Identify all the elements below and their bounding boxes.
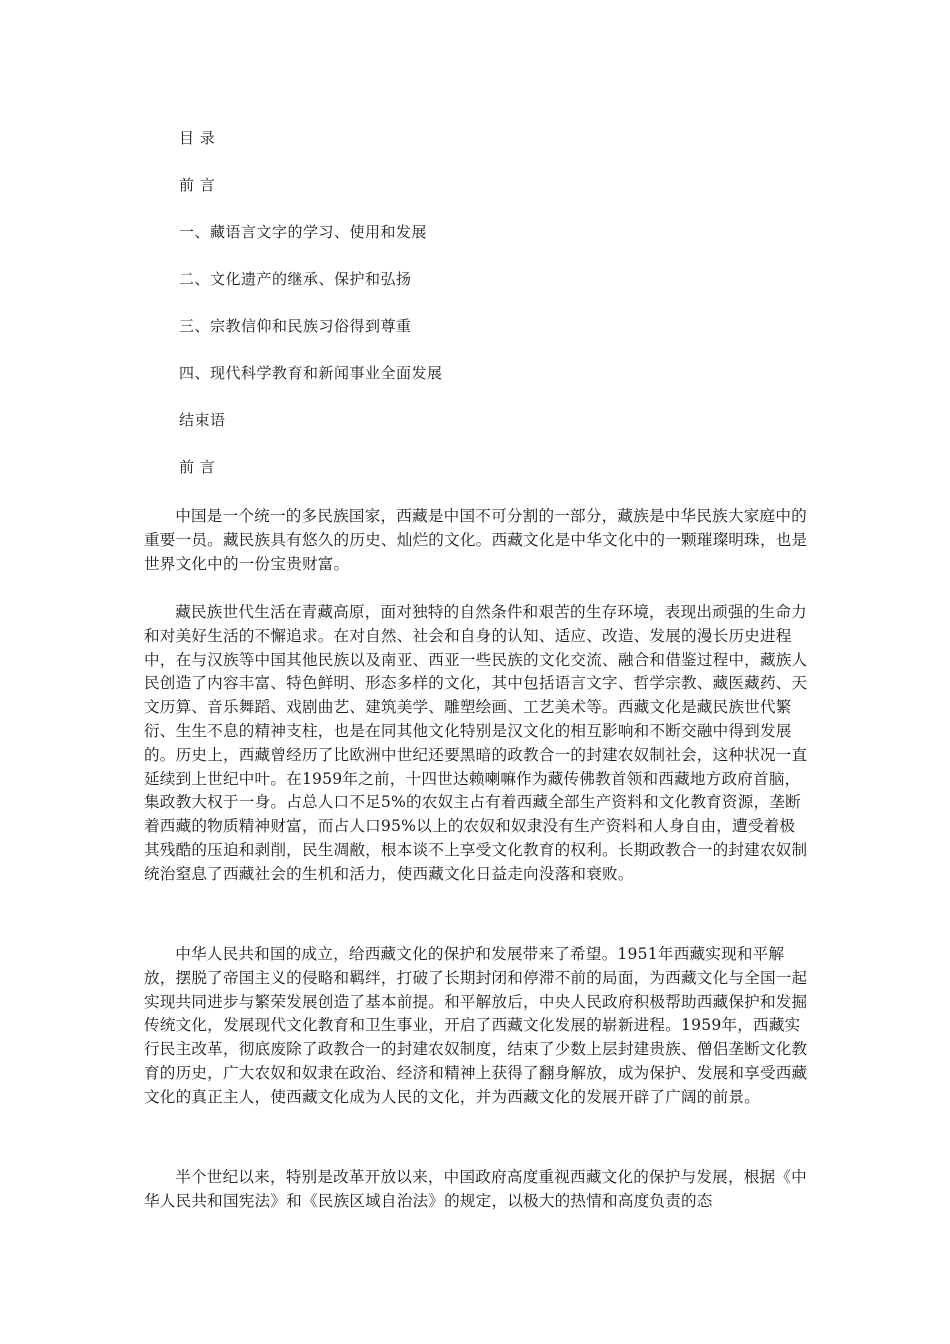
toc-item-preface: 前 言 [179, 176, 216, 194]
toc-item-3: 三、宗教信仰和民族习俗得到尊重 [179, 317, 412, 335]
paragraph-1: 中国是一个统一的多民族国家，西藏是中国不可分割的一部分，藏族是中华民族大家庭中的重要一员。藏民族具有悠久的历史、灿烂的文化。西藏文化是中华文化中的一颗璀璨明珠，也是世界文化中的一份宝贵财富。 [144, 507, 808, 573]
section-heading-preface: 前 言 [179, 458, 216, 476]
toc-item-conclusion: 结束语 [179, 411, 226, 429]
toc-item-4: 四、现代科学教育和新闻事业全面发展 [179, 364, 443, 382]
paragraph-2: 藏民族世代生活在青藏高原，面对独特的自然条件和艰苦的生存环境，表现出顽强的生命力和对美好生活的不懈追求。在对自然、社会和自身的认知、适应、改造、发展的漫长历史进程中，在与汉族等中国其他民族以及南亚、西亚一些民族的文化交流、融合和借鉴过程中，藏族人民创造了内容丰富、特色鲜明、形态多样的文化，其中包括语言文字、哲学宗教、藏医藏药、天文历算、音乐舞蹈、戏剧曲艺、建筑美学、雕塑绘画、工艺美术等。西藏文化是藏民族世代繁衍、生生不息的精神支柱，也是在同其他文化特别是汉文化的相互影响和不断交融中得到发展的。历史上，西藏曾经历了比欧洲中世纪还要黑暗的政教合一的封建农奴制社会，这种状况一直延续到上世纪中叶。在1959年之前，十四世达赖喇嘛作为藏传佛教首领和西藏地方政府首脑，集政教大权于一身。占总人口不足5%的农奴主占有着西藏全部生产资料和文化教育资源，垄断着西藏的物质精神财富，而占人口95%以上的农奴和奴隶没有生产资料和人身自由，遭受着极其残酷的压迫和剥削，民生凋敝，根本谈不上享受文化教育的权利。长期政教合一的封建农奴制统治窒息了西藏社会的生机和活力，使西藏文化日益走向没落和衰败。 [144, 603, 808, 883]
toc-item-2: 二、文化遗产的继承、保护和弘扬 [179, 270, 412, 288]
paragraph-3: 中华人民共和国的成立，给西藏文化的保护和发展带来了希望。1951年西藏实现和平解放，摆脱了帝国主义的侵略和羁绊，打破了长期封闭和停滞不前的局面，为西藏文化与全国一起实现共同进步与繁荣发展创造了基本前提。和平解放后，中央人民政府积极帮助西藏保护和发掘传统文化，发展现代文化教育和卫生事业，开启了西藏文化发展的崭新进程。1959年，西藏实行民主改革，彻底废除了政教合一的封建农奴制度，结束了少数上层封建贵族、僧侣垄断文化教育的历史，广大农奴和奴隶在政治、经济和精神上获得了翻身解放，成为保护、发展和享受西藏文化的真正主人，使西藏文化成为人民的文化，并为西藏文化的发展开辟了广阔的前景。 [144, 945, 808, 1106]
toc-item-1: 一、藏语言文字的学习、使用和发展 [179, 223, 428, 241]
toc-heading: 目 录 [179, 129, 216, 147]
paragraph-4: 半个世纪以来，特别是改革开放以来，中国政府高度重视西藏文化的保护与发展，根据《中华人民共和国宪法》和《民族区域自治法》的规定，以极大的热情和高度负责的态 [144, 1168, 807, 1210]
